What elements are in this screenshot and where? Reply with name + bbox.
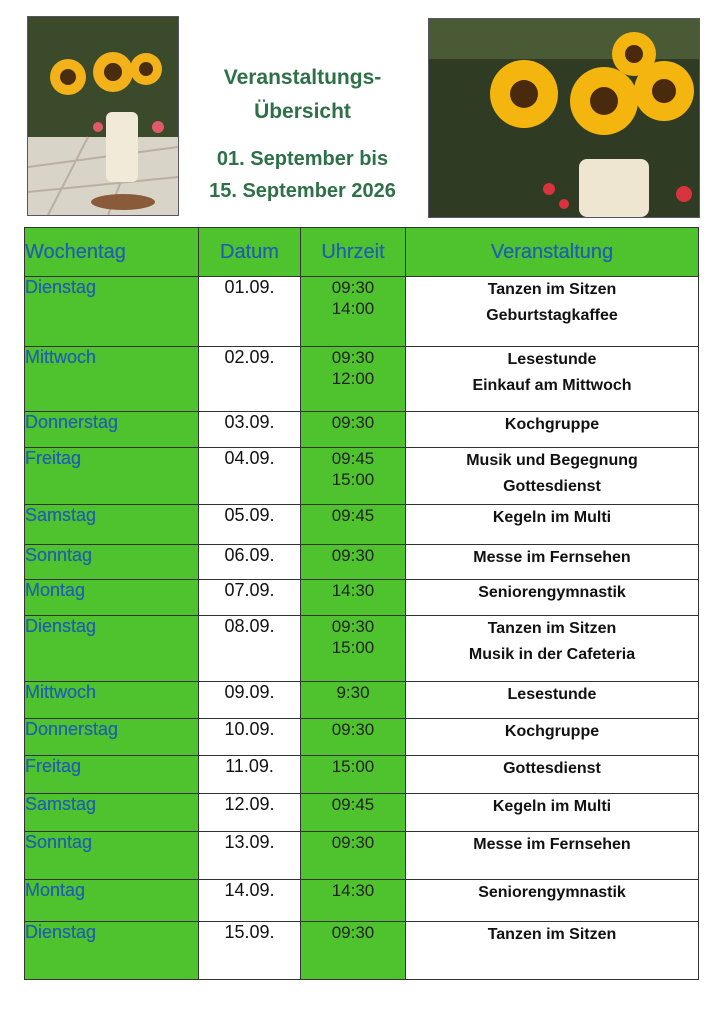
event-name: Kegeln im Multi <box>492 798 612 815</box>
cell-weekday: Donnerstag <box>25 719 199 756</box>
cell-event <box>406 616 699 682</box>
time-value: 09:45 <box>331 506 375 525</box>
cell-date: 03.09. <box>199 412 301 448</box>
event-name: Tanzen im Sitzen <box>487 281 617 298</box>
cell-time <box>301 412 406 448</box>
cell-time <box>301 880 406 922</box>
table-row <box>25 719 699 756</box>
sunflower-photo-left <box>27 16 179 216</box>
time-value: 09:45 <box>331 795 375 814</box>
schedule-table <box>24 227 699 980</box>
cell-date: 08.09. <box>199 616 301 682</box>
cell-time <box>301 448 406 505</box>
cell-weekday: Freitag <box>25 756 199 794</box>
cell-event <box>406 412 699 448</box>
header-veranstaltung: Veranstaltung <box>406 228 699 277</box>
time-value: 09:30 <box>331 720 375 739</box>
table-row <box>25 922 699 980</box>
time-value: 09:30 <box>331 833 375 852</box>
table-row <box>25 505 699 545</box>
cell-date: 15.09. <box>199 922 301 980</box>
cell-date: 02.09. <box>199 347 301 412</box>
cell-event <box>406 448 699 505</box>
cell-weekday: Mittwoch <box>25 682 199 719</box>
cell-event <box>406 794 699 832</box>
table-row <box>25 448 699 505</box>
cell-weekday: Dienstag <box>25 616 199 682</box>
time-value: 14:30 <box>331 581 375 600</box>
cell-event <box>406 719 699 756</box>
time-value: 15:00 <box>331 638 375 657</box>
event-name: Einkauf am Mittwoch <box>472 377 632 394</box>
cell-event <box>406 580 699 616</box>
event-name: Gottesdienst <box>503 478 601 495</box>
cell-weekday: Samstag <box>25 505 199 545</box>
cell-weekday: Dienstag <box>25 922 199 980</box>
event-name: Musik und Begegnung <box>466 452 638 469</box>
cell-weekday: Freitag <box>25 448 199 505</box>
time-value: 14:00 <box>331 299 375 318</box>
event-name: Musik in der Cafeteria <box>468 646 636 663</box>
time-value: 15:00 <box>331 470 375 489</box>
time-value: 9:30 <box>336 683 370 702</box>
event-name: Tanzen im Sitzen <box>487 926 617 943</box>
time-value: 09:30 <box>331 278 375 297</box>
table-row <box>25 347 699 412</box>
cell-weekday: Samstag <box>25 794 199 832</box>
table-row <box>25 277 699 347</box>
cell-date: 04.09. <box>199 448 301 505</box>
cell-date: 05.09. <box>199 505 301 545</box>
table-row <box>25 616 699 682</box>
cell-weekday: Sonntag <box>25 545 199 580</box>
event-name: Lesestunde <box>507 351 597 368</box>
cell-time <box>301 505 406 545</box>
time-value: 09:30 <box>331 546 375 565</box>
cell-event <box>406 922 699 980</box>
event-name: Kochgruppe <box>504 723 600 740</box>
event-name: Gottesdienst <box>503 760 601 777</box>
header-wochentag: Wochentag <box>25 228 199 277</box>
time-value: 14:30 <box>331 881 375 900</box>
cell-time <box>301 682 406 719</box>
cell-date: 10.09. <box>199 719 301 756</box>
table-row <box>25 412 699 448</box>
cell-date: 06.09. <box>199 545 301 580</box>
cell-time <box>301 756 406 794</box>
cell-date: 11.09. <box>199 756 301 794</box>
event-name: Kochgruppe <box>504 416 600 433</box>
sunflower-photo-right <box>428 18 700 218</box>
time-value: 09:30 <box>331 617 375 636</box>
cell-date: 14.09. <box>199 880 301 922</box>
event-name: Seniorengymnastik <box>478 584 626 601</box>
time-value: 09:30 <box>331 348 375 367</box>
time-value: 09:30 <box>331 923 375 942</box>
event-name: Tanzen im Sitzen <box>487 620 617 637</box>
cell-time <box>301 832 406 880</box>
cell-time <box>301 347 406 412</box>
table-row <box>25 682 699 719</box>
cell-date: 01.09. <box>199 277 301 347</box>
cell-weekday: Donnerstag <box>25 412 199 448</box>
date-range-line-2: 15. September 2026 <box>209 180 396 202</box>
cell-event <box>406 832 699 880</box>
title-line-1: Veranstaltungs- <box>223 66 382 89</box>
time-value: 09:30 <box>331 413 375 432</box>
header-uhrzeit: Uhrzeit <box>301 228 406 277</box>
event-name: Messe im Fernsehen <box>473 549 631 566</box>
cell-weekday: Montag <box>25 580 199 616</box>
time-value: 09:45 <box>331 449 375 468</box>
cell-time <box>301 922 406 980</box>
cell-event <box>406 505 699 545</box>
cell-time <box>301 719 406 756</box>
table-row <box>25 794 699 832</box>
title-line-2: Übersicht <box>254 100 351 123</box>
table-row <box>25 580 699 616</box>
event-name: Kegeln im Multi <box>492 509 612 526</box>
table-row <box>25 545 699 580</box>
cell-event <box>406 756 699 794</box>
cell-weekday: Dienstag <box>25 277 199 347</box>
cell-event <box>406 545 699 580</box>
cell-weekday: Montag <box>25 880 199 922</box>
cell-time <box>301 277 406 347</box>
cell-event <box>406 277 699 347</box>
cell-date: 09.09. <box>199 682 301 719</box>
cell-time <box>301 794 406 832</box>
cell-event <box>406 682 699 719</box>
cell-date: 12.09. <box>199 794 301 832</box>
table-header-row <box>25 228 699 277</box>
event-name: Seniorengymnastik <box>478 884 626 901</box>
table-row <box>25 880 699 922</box>
cell-event <box>406 880 699 922</box>
cell-date: 13.09. <box>199 832 301 880</box>
cell-weekday: Mittwoch <box>25 347 199 412</box>
time-value: 15:00 <box>331 757 375 776</box>
event-name: Messe im Fernsehen <box>473 836 631 853</box>
cell-time <box>301 580 406 616</box>
table-row <box>25 756 699 794</box>
header-datum: Datum <box>199 228 301 277</box>
cell-date: 07.09. <box>199 580 301 616</box>
date-range-line-1: 01. September bis <box>216 148 389 170</box>
cell-time <box>301 545 406 580</box>
cell-time <box>301 616 406 682</box>
cell-event <box>406 347 699 412</box>
table-row <box>25 832 699 880</box>
event-name: Geburtstagkaffee <box>486 307 618 324</box>
cell-weekday: Sonntag <box>25 832 199 880</box>
time-value: 12:00 <box>331 369 375 388</box>
event-name: Lesestunde <box>507 686 597 703</box>
